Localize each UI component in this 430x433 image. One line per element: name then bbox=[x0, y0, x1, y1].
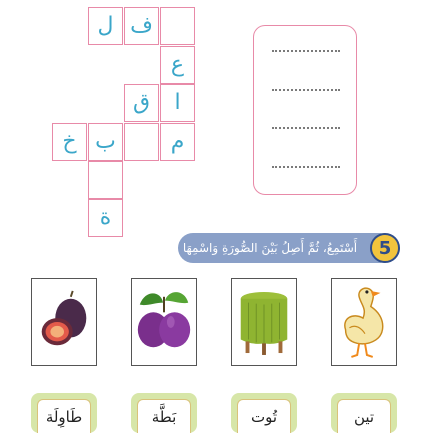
plum-icon bbox=[132, 279, 196, 365]
crossword-cell: ق bbox=[124, 84, 159, 122]
label-text: بَطَّة bbox=[137, 399, 191, 433]
fig-image[interactable] bbox=[31, 278, 97, 366]
answer-line-2[interactable] bbox=[272, 89, 340, 91]
duck-icon bbox=[332, 279, 396, 365]
crossword-cell: ع bbox=[160, 46, 195, 84]
label-card-mulberry[interactable] bbox=[231, 393, 297, 433]
crossword-cell: ب bbox=[88, 123, 123, 161]
crossword-cell-empty bbox=[124, 123, 159, 161]
crossword-cell: ف bbox=[124, 7, 159, 45]
crossword-cell: ة bbox=[88, 199, 123, 237]
label-text: طَاوِلَة bbox=[37, 399, 91, 433]
plum-image[interactable] bbox=[131, 278, 197, 366]
label-text: تُوت bbox=[237, 399, 291, 433]
crossword-cell: خ bbox=[52, 123, 87, 161]
table-icon bbox=[232, 279, 296, 365]
fig-icon bbox=[32, 279, 96, 365]
label-text: تين bbox=[337, 399, 391, 433]
answer-line-3[interactable] bbox=[272, 127, 340, 129]
label-card-fig[interactable] bbox=[331, 393, 397, 433]
answer-line-1[interactable] bbox=[272, 50, 340, 52]
answer-writing-box bbox=[253, 25, 357, 195]
crossword-cell: ل bbox=[88, 7, 123, 45]
crossword-cell-empty bbox=[88, 161, 123, 199]
answer-line-4[interactable] bbox=[272, 166, 340, 168]
exercise-instruction: أَسْتَمِعُ، ثُمَّ أَصِلُ بَيْنَ الصُّورَةِ وَاسْمِهَا bbox=[178, 233, 384, 263]
crossword-cell-empty bbox=[160, 7, 195, 45]
label-card-table[interactable] bbox=[31, 393, 97, 433]
table-image[interactable] bbox=[231, 278, 297, 366]
crossword-cell: ا bbox=[160, 84, 195, 122]
exercise-number-badge: 5 bbox=[370, 233, 400, 263]
duck-image[interactable] bbox=[331, 278, 397, 366]
label-card-duck[interactable] bbox=[131, 393, 197, 433]
crossword-cell: م bbox=[160, 123, 195, 161]
